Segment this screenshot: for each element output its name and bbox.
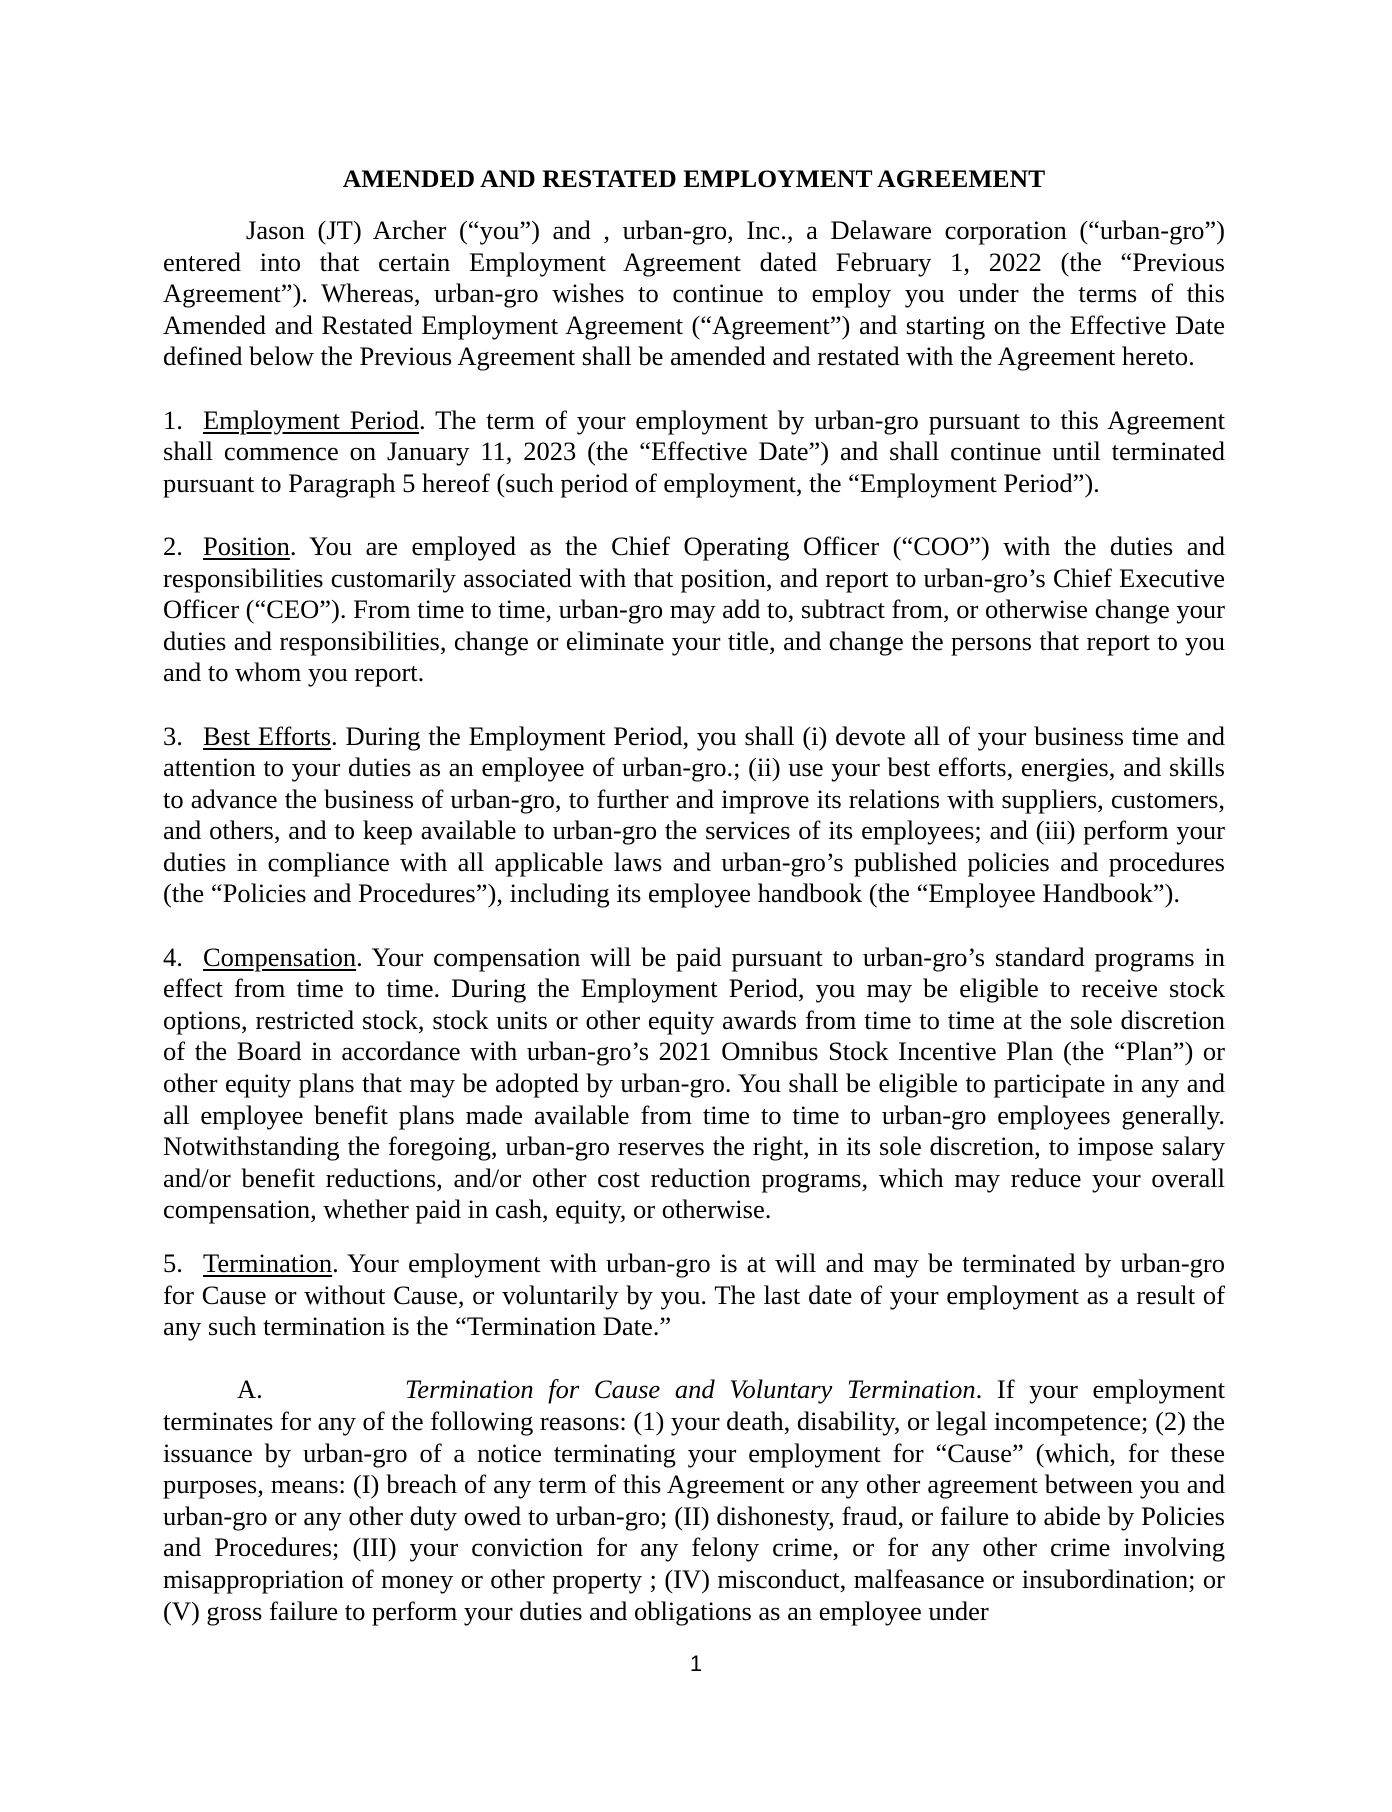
section-body: . Your compensation will be paid pursuant to urban-gro’s standard programs in effect from time to time. During the Employment Period, you may be eligible to receive stock options, restricted stock, stock units or other equity awards from time to time at the sole discretion of the Board in accordance with urban-gro’s 2021 Omnibus Stock Incentive Plan (the “Plan”) or other equity plans that may be adopted by urban-gro. You shall be eligible to participate in any and all employee benefit plans made available from time to time to urban-gro employees generally. Notwithstanding the foregoing, urban-gro reserves the right, in its sole discretion, to impose salary and/or benefit reductions, and/or other cost reduction programs, which may reduce your overall compensation, whether paid in cash, equity, or otherwise. — [163, 941, 1225, 1225]
section-body: . The term of your employment by urban-gro pursuant to this Agreement shall commence on January 11, 2023 (the “Effective Date”) and shall continue until terminated pursuant to Paragraph 5 hereof (such period of employment, the “Employment Period”). — [163, 404, 1225, 498]
section-number: 1. — [163, 404, 183, 435]
section-termination — [163, 1248, 1225, 1343]
section-heading: Best Efforts — [203, 720, 332, 751]
document-title: AMENDED AND RESTATED EMPLOYMENT AGREEMENT — [342, 164, 1046, 193]
intro-paragraph: Jason (JT) Archer (“you”) and , urban-gro, Inc., a Delaware corporation (“urban-gro”) entered into that certain Employment Agreement dated February 1, 2022 (the “Previous Agreement”). Whereas, urban-gro wishes to continue to employ you under the terms of this Amended and Restated Employment Agreement (“Agreement”) and starting on the Effective Date defined below the Previous Agreement shall be amended and restated with the Agreement hereto. — [163, 215, 1225, 372]
section-heading: Position — [203, 530, 290, 561]
document-body — [163, 163, 1225, 1627]
subsection-letter: A. — [237, 1374, 263, 1405]
section-body: . During the Employment Period, you shall (i) devote all of your business time and attention to your duties as an employee of urban-gro.; (ii) use your best efforts, energies, and skills to advance the business of urban-gro, to further and improve its relations with suppliers, customers, and others, and to keep available to urban-gro the services of its employees; and (iii) perform your duties in compliance with all applicable laws and urban-gro’s published policies and procedures (the “Policies and Procedures”), including its employee handbook (the “Employee Handbook”). — [163, 720, 1225, 909]
section-number: 2. — [163, 530, 183, 561]
subsection-body: . If your employment terminates for any of the following reasons: (1) your death, disability, or legal incompetence; (2) the issuance by urban-gro of a notice terminating your employment for “Cause” (which, for these purposes, means: (I) breach of any term of this Agreement or any other agreement between you and urban-gro or any other duty owed to urban-gro; (II) dishonesty, fraud, or failure to abide by Policies and Procedures; (III) your conviction for any felony crime, or for any other crime involving misappropriation of money or other property ; (IV) misconduct, malfeasance or insubordination; or (V) gross failure to perform your duties and obligations as an employee under — [163, 1374, 1226, 1626]
section-best-efforts — [163, 721, 1225, 911]
section-body: . You are employed as the Chief Operating Officer (“COO”) with the duties and responsibilities customarily associated with that position, and report to urban-gro’s Chief Executive Officer (“CEO”). From time to time, urban-gro may add to, subtract from, or otherwise change your duties and responsibilities, change or eliminate your title, and change the persons that report to you and to whom you report. — [163, 530, 1225, 688]
section-employment-period — [163, 405, 1225, 500]
page-number: 1 — [689, 1651, 703, 1676]
section-number: 5. — [163, 1248, 183, 1278]
section-position — [163, 531, 1225, 689]
section-heading: Employment Period — [203, 404, 420, 435]
section-number: 4. — [163, 941, 183, 972]
section-body: . Your employment with urban-gro is at will and may be terminated by urban-gro for Cause or without Cause, or voluntarily by you. The last date of your employment as a result of any such termination is the “Termination Date.” — [163, 1248, 1225, 1342]
subsection-heading: Termination for Cause and Voluntary Termination — [405, 1374, 976, 1405]
section-heading: Compensation — [203, 941, 357, 972]
section-compensation — [163, 942, 1225, 1226]
subsection-termination-for-cause — [163, 1374, 1225, 1627]
section-heading: Termination — [203, 1248, 333, 1278]
section-number: 3. — [163, 720, 183, 751]
